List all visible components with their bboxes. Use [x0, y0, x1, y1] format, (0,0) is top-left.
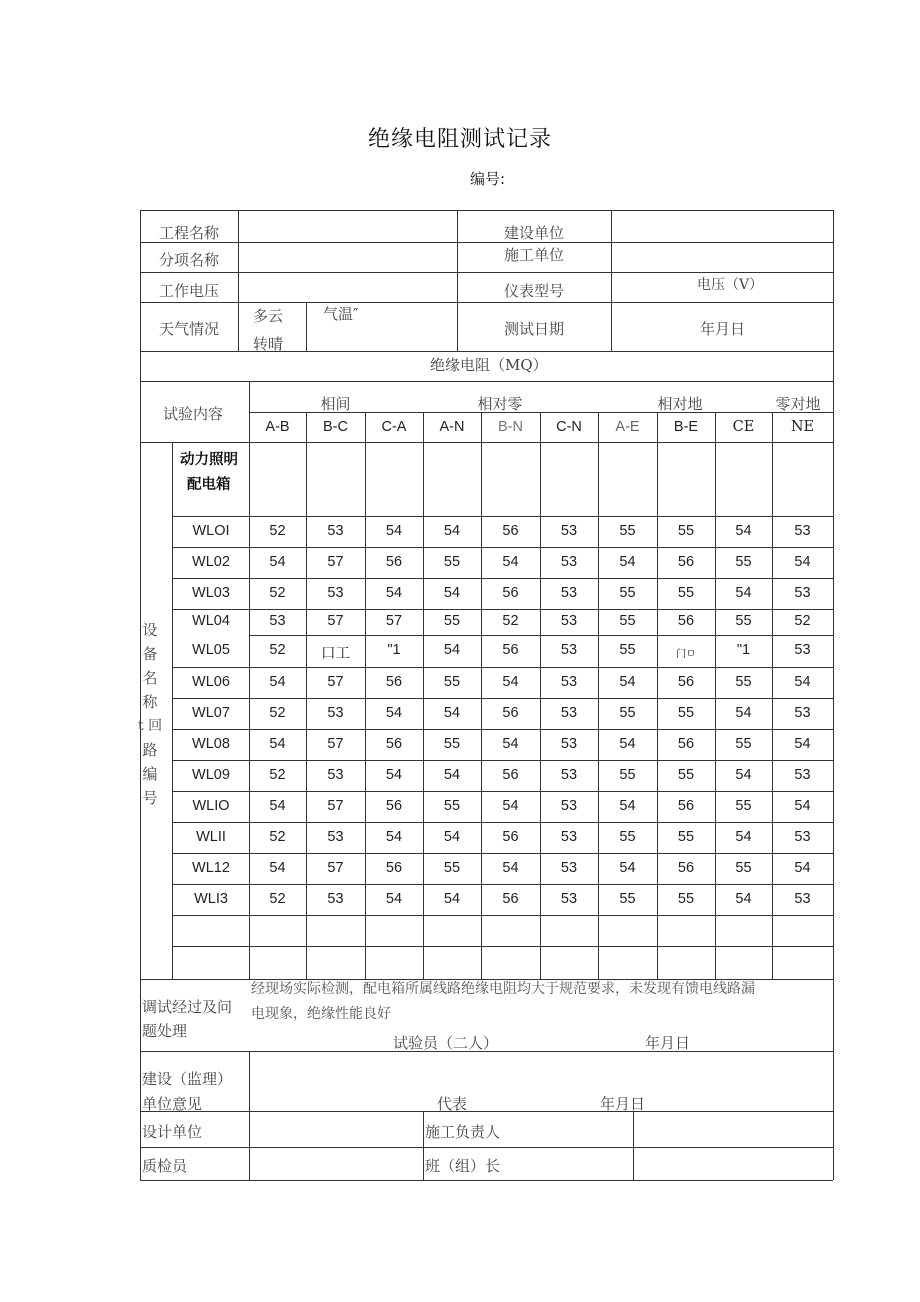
resistance-value: 54: [385, 522, 403, 539]
resistance-value: 53: [560, 890, 578, 907]
circuit-label: WLIO: [192, 797, 230, 814]
resistance-value: 55: [619, 828, 636, 845]
resistance-value: 55: [677, 828, 695, 845]
resistance-value: 54: [502, 673, 519, 690]
resistance-value: 54: [443, 704, 461, 721]
column-header: CE: [732, 419, 755, 435]
resistance-value: 53: [327, 522, 344, 539]
resistance-value: 55: [443, 797, 461, 814]
rule: [611, 210, 612, 351]
resistance-value: 55: [735, 673, 752, 690]
rule: [172, 698, 833, 699]
resistance-value: 54: [735, 584, 752, 601]
resistance-value: 56: [502, 890, 519, 907]
resistance-value: 53: [327, 704, 344, 721]
resistance-value: 53: [794, 766, 811, 783]
tester-date: 年月日: [645, 1034, 691, 1052]
group-phase-to-phase: 相间: [320, 395, 351, 413]
test-content-label: 试验内容: [163, 405, 224, 423]
resistance-value: 54: [794, 735, 811, 752]
resistance-value: 54: [269, 673, 286, 690]
column-header: A-B: [265, 419, 290, 435]
resistance-value: 53: [560, 642, 578, 658]
debug-text-line1: 经现场实际检测，配电箱所属线路绝缘电阻均大于规范要求，未发现有馈电线路漏: [251, 981, 755, 997]
resistance-value: 54: [269, 859, 286, 876]
resistance-value: 53: [327, 584, 344, 601]
resistance-value: 53: [560, 859, 578, 876]
rule: [140, 272, 833, 273]
resistance-value: 52: [269, 642, 286, 658]
side-char: 称: [142, 693, 158, 711]
resistance-value: 54: [385, 890, 403, 907]
resistance-value: 53: [327, 890, 344, 907]
resistance-value: 56: [677, 673, 695, 690]
rule: [249, 1051, 250, 1180]
resistance-value: 53: [794, 522, 811, 539]
debug-label-line1: 调试经过及问: [142, 998, 233, 1016]
resistance-value: 55: [619, 766, 636, 783]
supervision-date: 年月日: [600, 1095, 646, 1113]
resistance-value: 53: [560, 522, 578, 539]
resistance-value: 54: [735, 890, 752, 907]
rule: [457, 210, 458, 351]
resistance-value: 54: [794, 673, 811, 690]
resistance-value: 54: [619, 859, 636, 876]
rule: [172, 760, 833, 761]
circuit-label: WLI3: [194, 890, 228, 907]
resistance-value: 53: [560, 797, 578, 814]
test-date-value: 年月日: [700, 320, 746, 338]
circuit-label: WL07: [192, 704, 230, 721]
resistance-value: 53: [794, 890, 811, 907]
resistance-value: 56: [385, 797, 403, 814]
group-phase-to-earth: 相对地: [657, 395, 703, 413]
circuit-label: WL04: [192, 613, 230, 629]
rule: [140, 242, 833, 243]
resistance-value: 53: [560, 584, 578, 601]
resistance-value: 54: [735, 522, 752, 539]
resistance-value: 54: [619, 797, 636, 814]
rule: [172, 547, 833, 548]
resistance-value: 55: [443, 553, 461, 570]
resistance-value: 55: [677, 584, 695, 601]
rule: [140, 381, 833, 382]
construction-unit-label: 施工单位: [504, 246, 565, 264]
resistance-value: 55: [735, 553, 752, 570]
resistance-value: 54: [735, 828, 752, 845]
circuit-label: WL05: [192, 642, 230, 658]
rule: [140, 442, 833, 443]
resistance-value: 54: [794, 859, 811, 876]
quality-inspector-label: 质检员: [142, 1157, 188, 1175]
resistance-value: 55: [619, 642, 636, 658]
resistance-value: 52: [269, 522, 286, 539]
rule: [140, 1111, 833, 1112]
rule: [172, 729, 833, 730]
resistance-value: 55: [677, 704, 695, 721]
resistance-value: 55: [735, 613, 752, 629]
resistance-value: "1: [736, 642, 751, 658]
column-header: B-E: [673, 419, 699, 435]
resistance-value: 55: [677, 890, 695, 907]
column-header: NE: [790, 419, 815, 435]
group-phase-to-neutral: 相对零: [477, 395, 523, 413]
sub-item-name-label: 分项名称: [159, 251, 220, 269]
rule: [172, 791, 833, 792]
resistance-value: 52: [502, 613, 519, 629]
temperature-label: 气温″: [323, 305, 359, 323]
side-char: 编: [142, 765, 158, 783]
resistance-value: 56: [385, 859, 403, 876]
resistance-value: 55: [619, 704, 636, 721]
resistance-value: 54: [443, 584, 461, 601]
resistance-value: 54: [385, 766, 403, 783]
rule: [172, 667, 833, 668]
rule: [172, 516, 833, 517]
resistance-value: 门ㅁ: [676, 649, 696, 660]
design-unit-label: 设计单位: [142, 1123, 203, 1141]
group-neutral-to-earth: 零对地: [775, 395, 821, 413]
resistance-value: 56: [677, 613, 695, 629]
resistance-value: 56: [677, 735, 695, 752]
resistance-value: 56: [502, 522, 519, 539]
resistance-value: 56: [502, 828, 519, 845]
resistance-value: 54: [619, 673, 636, 690]
resistance-value: 56: [502, 584, 519, 601]
resistance-value: "1: [387, 642, 401, 658]
resistance-value: 54: [502, 797, 519, 814]
rule: [140, 351, 833, 352]
resistance-value: 54: [619, 553, 636, 570]
weather-label: 天气情况: [159, 320, 220, 338]
resistance-value: 52: [269, 890, 286, 907]
rule: [172, 946, 833, 947]
working-voltage-label: 工作电压: [159, 282, 220, 300]
resistance-value: 55: [735, 797, 752, 814]
resistance-value: 56: [677, 797, 695, 814]
weather-value-line1: 多云: [253, 307, 284, 325]
rule: [238, 210, 239, 351]
team-leader-label: 班（组）长: [425, 1157, 501, 1175]
rule: [423, 1111, 424, 1180]
resistance-value: 54: [385, 704, 403, 721]
project-name-label: 工程名称: [159, 224, 220, 242]
resistance-value: 53: [269, 613, 286, 629]
resistance-value: 53: [794, 704, 811, 721]
resistance-value: 53: [560, 704, 578, 721]
resistance-value: 54: [735, 704, 752, 721]
circuit-label: WL06: [192, 673, 230, 690]
resistance-value: 54: [794, 553, 811, 570]
circuit-label: WLII: [196, 828, 226, 845]
resistance-value: 57: [327, 673, 344, 690]
resistance-value: 57: [327, 613, 344, 629]
resistance-value: 57: [327, 797, 344, 814]
rule: [306, 302, 307, 351]
resistance-value: 54: [502, 735, 519, 752]
circuit-label: WL12: [192, 859, 230, 876]
resistance-value: 53: [560, 613, 578, 629]
resistance-value: 54: [269, 797, 286, 814]
resistance-value: 56: [677, 859, 695, 876]
voltage-unit-label: 电压（V）: [697, 277, 764, 293]
column-header: B-N: [498, 419, 523, 435]
resistance-value: 52: [269, 584, 286, 601]
rule: [833, 210, 834, 1180]
resistance-value: 56: [502, 704, 519, 721]
resistance-value: 54: [502, 859, 519, 876]
supervision-label-line1: 建设（监理）: [142, 1070, 233, 1088]
device-circuit-label: [138, 618, 163, 810]
resistance-value: 57: [327, 553, 344, 570]
build-unit-label: 建设单位: [504, 224, 565, 242]
resistance-value: 55: [677, 766, 695, 783]
rule: [172, 578, 833, 579]
resistance-value: 54: [443, 766, 461, 783]
resistance-value: 52: [269, 828, 286, 845]
column-header: C-N: [556, 419, 582, 435]
resistance-value: 57: [327, 859, 344, 876]
weather-value-line2: 转晴: [253, 335, 284, 353]
resistance-value: 56: [385, 553, 403, 570]
resistance-value: 53: [327, 828, 344, 845]
circuit-label: WLOI: [192, 522, 230, 539]
resistance-value: 55: [735, 859, 752, 876]
resistance-value: 56: [385, 735, 403, 752]
resistance-value: 53: [560, 553, 578, 570]
resistance-value: 53: [794, 828, 811, 845]
debug-label-line2: 题处理: [142, 1022, 188, 1040]
rule: [140, 302, 833, 303]
supervision-label-line2: 单位意见: [142, 1095, 203, 1113]
side-char: 设: [142, 621, 158, 639]
resistance-value: 52: [794, 613, 811, 629]
resistance-value: 57: [385, 613, 403, 629]
resistance-value: 53: [794, 584, 811, 601]
rule: [140, 210, 833, 211]
test-date-label: 测试日期: [504, 320, 565, 338]
resistance-value: 54: [443, 828, 461, 845]
resistance-value: 55: [443, 613, 461, 629]
record-number-label: 编号:: [470, 170, 506, 188]
resistance-value: 57: [327, 735, 344, 752]
insulation-resistance-header: 绝缘电阻（MQ）: [430, 356, 548, 374]
resistance-value: 口工: [321, 646, 350, 662]
resistance-value: 54: [502, 553, 519, 570]
page-title: 绝缘电阻测试记录: [367, 127, 552, 152]
resistance-value: 56: [677, 553, 695, 570]
resistance-value: 54: [619, 735, 636, 752]
resistance-value: 55: [619, 890, 636, 907]
rule: [172, 609, 833, 610]
resistance-value: 55: [443, 673, 461, 690]
resistance-value: 54: [385, 584, 403, 601]
resistance-value: 55: [619, 584, 636, 601]
resistance-value: 54: [269, 735, 286, 752]
resistance-value: 54: [794, 797, 811, 814]
resistance-value: 54: [269, 553, 286, 570]
resistance-value: 53: [560, 673, 578, 690]
distribution-box-label-line2: 配电箱: [187, 477, 231, 493]
side-char: 号: [142, 789, 158, 807]
column-header: A-E: [615, 419, 640, 435]
resistance-value: 55: [443, 735, 461, 752]
rule: [172, 822, 833, 823]
side-char: 路: [142, 741, 158, 759]
resistance-value: 55: [443, 859, 461, 876]
rule: [172, 915, 833, 916]
resistance-value: 54: [443, 890, 461, 907]
resistance-value: 55: [619, 613, 636, 629]
rule: [249, 635, 833, 636]
circuit-label: WL09: [192, 766, 230, 783]
distribution-box-label-line1: 动力照明: [180, 452, 238, 468]
rule: [172, 853, 833, 854]
resistance-value: 54: [443, 522, 461, 539]
resistance-value: 56: [502, 766, 519, 783]
resistance-value: 53: [560, 828, 578, 845]
resistance-value: 52: [269, 704, 286, 721]
rule: [140, 1180, 833, 1181]
construction-manager-label: 施工负责人: [425, 1123, 501, 1141]
side-char: 名: [142, 669, 158, 687]
rule: [633, 1111, 634, 1180]
column-header: C-A: [381, 419, 407, 435]
resistance-value: 54: [735, 766, 752, 783]
meter-model-label: 仪表型号: [504, 282, 565, 300]
circuit-label: WL08: [192, 735, 230, 752]
column-header: B-C: [323, 419, 348, 435]
side-char: t 回: [138, 718, 163, 734]
resistance-value: 54: [443, 642, 461, 658]
resistance-value: 56: [385, 673, 403, 690]
circuit-label: WL02: [192, 553, 230, 570]
tester-label: 试验员（二人）: [393, 1034, 499, 1052]
debug-text-line2: 电现象，绝缘性能良好: [251, 1006, 391, 1022]
side-char: 备: [142, 645, 158, 663]
resistance-value: 52: [269, 766, 286, 783]
circuit-label: WL03: [192, 584, 230, 601]
resistance-value: 56: [502, 642, 519, 658]
resistance-value: 53: [560, 735, 578, 752]
rule: [172, 884, 833, 885]
resistance-value: 55: [677, 522, 695, 539]
resistance-value: 55: [619, 522, 636, 539]
rule: [140, 1147, 833, 1148]
resistance-value: 53: [327, 766, 344, 783]
resistance-value: 53: [560, 766, 578, 783]
resistance-value: 55: [735, 735, 752, 752]
column-header: A-N: [439, 419, 465, 435]
representative-label: 代表: [437, 1095, 468, 1113]
resistance-value: 54: [385, 828, 403, 845]
resistance-value: 53: [794, 642, 811, 658]
